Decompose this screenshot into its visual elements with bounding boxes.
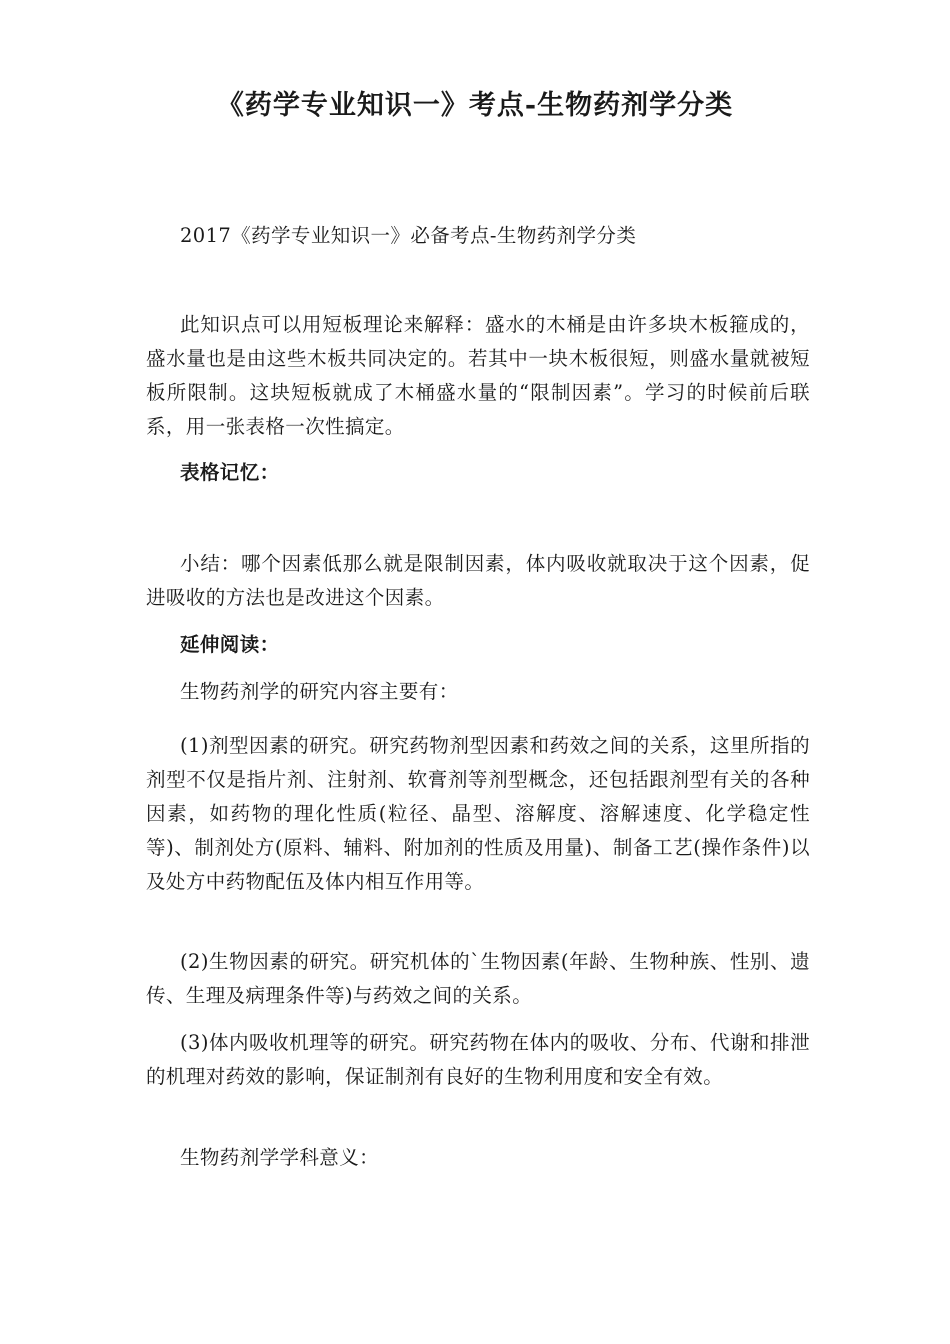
significance-heading: 生物药剂学学科意义： xyxy=(180,1146,380,1169)
research-intro-paragraph: 生物药剂学的研究内容主要有： xyxy=(180,680,459,703)
table-memory-heading: 表格记忆： xyxy=(180,461,280,484)
summary-paragraph: 小结：哪个因素低那么就是限制因素，体内吸收就取决于这个因素，促进吸收的方法也是改进这个因素。 xyxy=(146,552,810,609)
document-title: 《药学专业知识一》考点-生物药剂学分类 xyxy=(216,90,734,121)
document-subtitle: 2017《药学专业知识一》必备考点-生物药剂学分类 xyxy=(180,224,637,247)
intro-paragraph: 此知识点可以用短板理论来解释：盛水的木桶是由许多块木板箍成的，盛水量也是由这些木板共同决定的。若其中一块木板很短，则盛水量就被短板所限制。这块短板就成了木桶盛水量的“限制因素”。学习的时候前后联系，用一张表格一次性搞定。 xyxy=(146,313,810,438)
research-item-dosage-form: (1)剂型因素的研究。研究药物剂型因素和药效之间的关系，这里所指的剂型不仅是指片剂、注射剂、软膏剂等剂型概念，还包括跟剂型有关的各种因素，如药物的理化性质(粒径、晶型、溶解度、溶解速度、化学稳定性等)、制剂处方(原料、辅料、附加剂的性质及用量)、制备工艺(操作条件)以及处方中药物配伍及体内相互作用等。 xyxy=(146,734,810,893)
research-item-absorption: (3)体内吸收机理等的研究。研究药物在体内的吸收、分布、代谢和排泄的机理对药效的影响，保证制剂有良好的生物利用度和安全有效。 xyxy=(146,1031,810,1088)
research-item-biological: (2)生物因素的研究。研究机体的`生物因素(年龄、生物种族、性别、遗传、生理及病理条件等)与药效之间的关系。 xyxy=(146,950,810,1007)
extended-reading-heading: 延伸阅读： xyxy=(180,633,280,656)
